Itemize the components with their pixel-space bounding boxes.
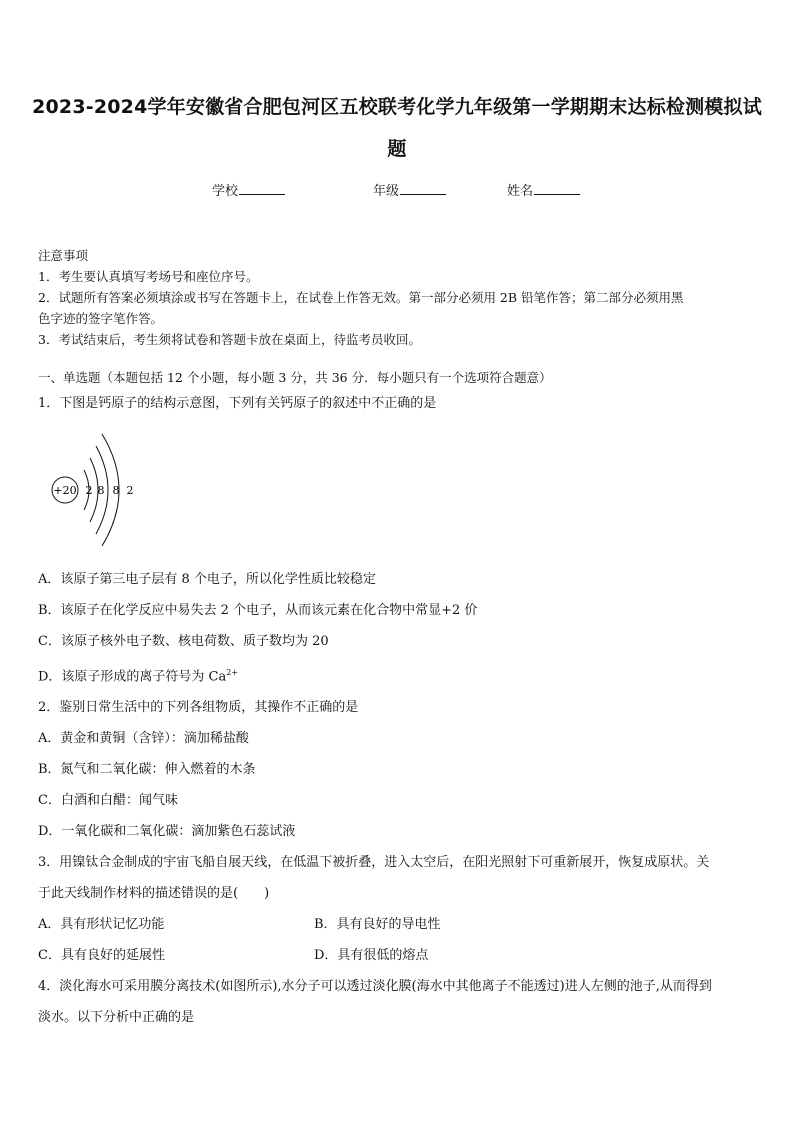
name-field (507, 180, 580, 199)
school-blank[interactable] (239, 182, 285, 195)
option-d-text: D．该原子形成的离子符号为 Ca (38, 669, 227, 685)
shell-count: 2 (126, 484, 134, 497)
section-heading: 一、单选题（本题包括 12 个小题，每小题 3 分，共 36 分．每小题只有一个选项符合题意） (38, 370, 552, 385)
question-stem: 淡水。以下分析中正确的是 (38, 1010, 195, 1026)
option-a[interactable]: A．黄金和黄铜（含锌）：滴加稀盐酸 (38, 731, 249, 747)
question-stem: 于此天线制作材料的描述错误的是( ) (38, 886, 270, 902)
name-blank[interactable] (534, 182, 580, 195)
ion-charge: 2+ (226, 668, 239, 677)
option-c[interactable]: C．该原子核外电子数、核电荷数、质子数均为 20 (38, 634, 329, 649)
shell-count: 8 (97, 484, 105, 497)
notice-item: 3．考试结束后，考生须将试卷和答题卡放在桌面上，待监考员收回。 (38, 332, 421, 347)
title-line-1: 2023-2024学年安徽省合肥包河区五校联考化学九年级第一学期期末达标检测模拟试 (32, 96, 762, 118)
option-a[interactable]: A．该原子第三电子层有 8 个电子，所以化学性质比较稳定 (38, 572, 376, 587)
notice-item: 2．试题所有答案必须填涂或书写在答题卡上，在试卷上作答无效。第一部分必须用 2B 铅笔作答；第二部分必须用黑 (38, 290, 684, 305)
option-a[interactable]: A．具有形状记忆功能 (38, 917, 165, 933)
grade-blank[interactable] (400, 182, 446, 195)
nucleus-charge: +20 (53, 484, 77, 497)
school-field (212, 180, 285, 199)
option-row (38, 940, 760, 971)
grade-field (373, 180, 446, 199)
question-stem: 3．用镍钛合金制成的宇宙飞船自展天线，在低温下被折叠，进入太空后，在阳光照射下可重新展开，恢复成原状。关 (38, 855, 710, 871)
shell-count: 2 (85, 484, 93, 497)
title-line-2: 题 (387, 138, 407, 160)
option-d[interactable]: D．一氧化碳和二氧化碳：滴加紫色石蕊试液 (38, 824, 296, 840)
question-stem: 4．淡化海水可采用膜分离技术(如图所示),水分子可以透过淡化膜(海水中其他离子不能透过)进人左侧的池子,从而得到 (38, 979, 712, 995)
option-c[interactable]: C．白酒和白醋：闻气味 (38, 793, 178, 809)
question-1-options (38, 564, 760, 1033)
name-label: 姓名 (507, 184, 534, 199)
notice-block (38, 245, 758, 350)
notice-item: 1．考生要认真填写考场号和座位序号。 (38, 269, 259, 284)
option-b[interactable]: B．该原子在化学反应中易失去 2 个电子，从而该元素在化合物中常显+2 价 (38, 603, 478, 618)
option-d[interactable] (38, 657, 760, 692)
notice-item: 色字迹的签字笔作答。 (38, 311, 164, 326)
question-stem: 1．下图是钙原子的结构示意图，下列有关钙原子的叙述中不正确的是 (38, 396, 437, 411)
student-info-row (0, 180, 794, 200)
grade-label: 年级 (373, 184, 400, 199)
option-b[interactable]: B．氮气和二氧化碳：伸入燃着的木条 (38, 762, 256, 778)
option-row (38, 909, 760, 940)
option-b[interactable]: B．具有良好的导电性 (314, 917, 441, 933)
option-d[interactable]: D．具有很低的熔点 (314, 948, 429, 964)
shell-count: 8 (112, 484, 120, 497)
page-title (30, 86, 764, 170)
school-label: 学校 (212, 184, 239, 199)
notice-heading: 注意事项 (38, 248, 89, 263)
calcium-atom-diagram (44, 428, 154, 558)
question-1-stem (38, 388, 760, 419)
question-stem: 2．鉴别日常生活中的下列各组物质，其操作不正确的是 (38, 700, 359, 716)
option-c[interactable]: C．具有良好的延展性 (38, 948, 165, 964)
